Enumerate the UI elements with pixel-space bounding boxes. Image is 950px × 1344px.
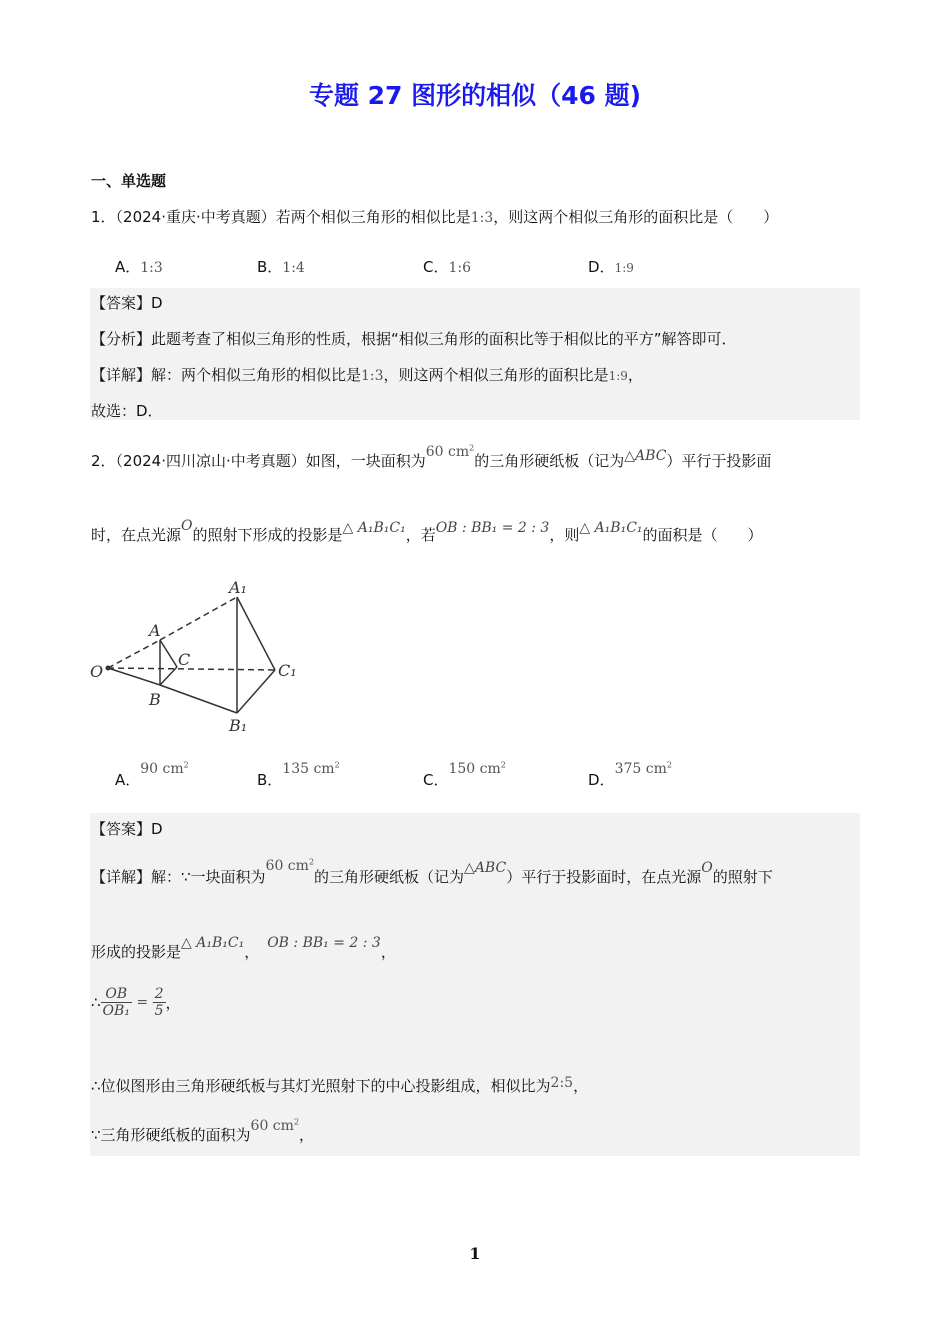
q2-option-d[interactable]: D．375 $cm^2$ (588, 760, 672, 789)
q1-option-b[interactable]: B．1:4 (257, 258, 305, 276)
q1-option-d[interactable]: D．1:9 (588, 258, 634, 276)
label-b: B (149, 690, 161, 709)
label-a1: A₁ (229, 578, 247, 597)
q1-analysis: 【分析】此题考查了相似三角形的性质，根据“相似三角形的面积比等于相似比的平方”解答即可． (91, 330, 737, 348)
q1-option-a[interactable]: A．1:3 (115, 258, 163, 276)
label-b1: B₁ (229, 716, 248, 735)
q2-option-c[interactable]: C．150 $cm^2$ (423, 760, 506, 789)
q1-stem: 1．（2024·重庆·中考真题）若两个相似三角形的相似比是1:3，则这两个相似三角形的面积比是（ ） (91, 208, 779, 226)
q2-detail-line5: ∵三角形硬纸板的面积为60 $cm^2$， (91, 1117, 315, 1144)
q2-stem-line2: 时，在点光源O的照射下形成的投影是△ A₁B₁C₁，若OB : BB₁ = 2 : 3，则△ A₁B₁C₁的面积是（ ） (91, 518, 763, 544)
q2-detail-line2: 形成的投影是△ A₁B₁C₁， OB : BB₁ = 2 : 3， (91, 935, 396, 961)
page-title: 专题 27 图形的相似（46 题) (308, 81, 642, 110)
q2-option-b[interactable]: B．135 $cm^2$ (257, 760, 340, 789)
page-number: 1 (469, 1244, 481, 1263)
q2-detail-line1: 【详解】解：∵一块面积为60 $cm^2$的三角形硬纸板（记为△ABC）平行于投影面时，在点光源O的照射下 (91, 857, 773, 886)
q2-detail-fraction: ∴ $\frac{OB}{\text{OB₁}}$ = $\frac{2}{5}$ ， (91, 986, 181, 1019)
q2-answer: 【答案】D (91, 820, 163, 838)
label-a: A (149, 621, 161, 640)
label-o: O (90, 662, 104, 681)
q1-conclusion: 故选：D． (91, 402, 163, 420)
q2-projection-figure (88, 575, 308, 735)
q1-option-c[interactable]: C．1:6 (423, 258, 472, 276)
section-heading: 一、单选题 (91, 172, 167, 190)
q1-detail: 【详解】解：两个相似三角形的相似比是1:3，则这两个相似三角形的面积比是1:9， (91, 366, 643, 384)
q2-detail-line4: ∴位似图形由三角形硬纸板与其灯光照射下的中心投影组成，相似比为2:5， (91, 1075, 589, 1095)
label-c: C (178, 650, 191, 669)
q2-option-a[interactable]: A．90 $cm^2$ (115, 760, 189, 789)
label-c1: C₁ (278, 661, 297, 680)
q1-answer-box (90, 288, 860, 420)
q1-answer: 【答案】D (91, 294, 163, 312)
q2-stem-line1: 2．（2024·四川凉山·中考真题）如图，一块面积为60 $cm^2$的三角形硬纸板（记为△ABC）平行于投影面 (91, 443, 772, 470)
